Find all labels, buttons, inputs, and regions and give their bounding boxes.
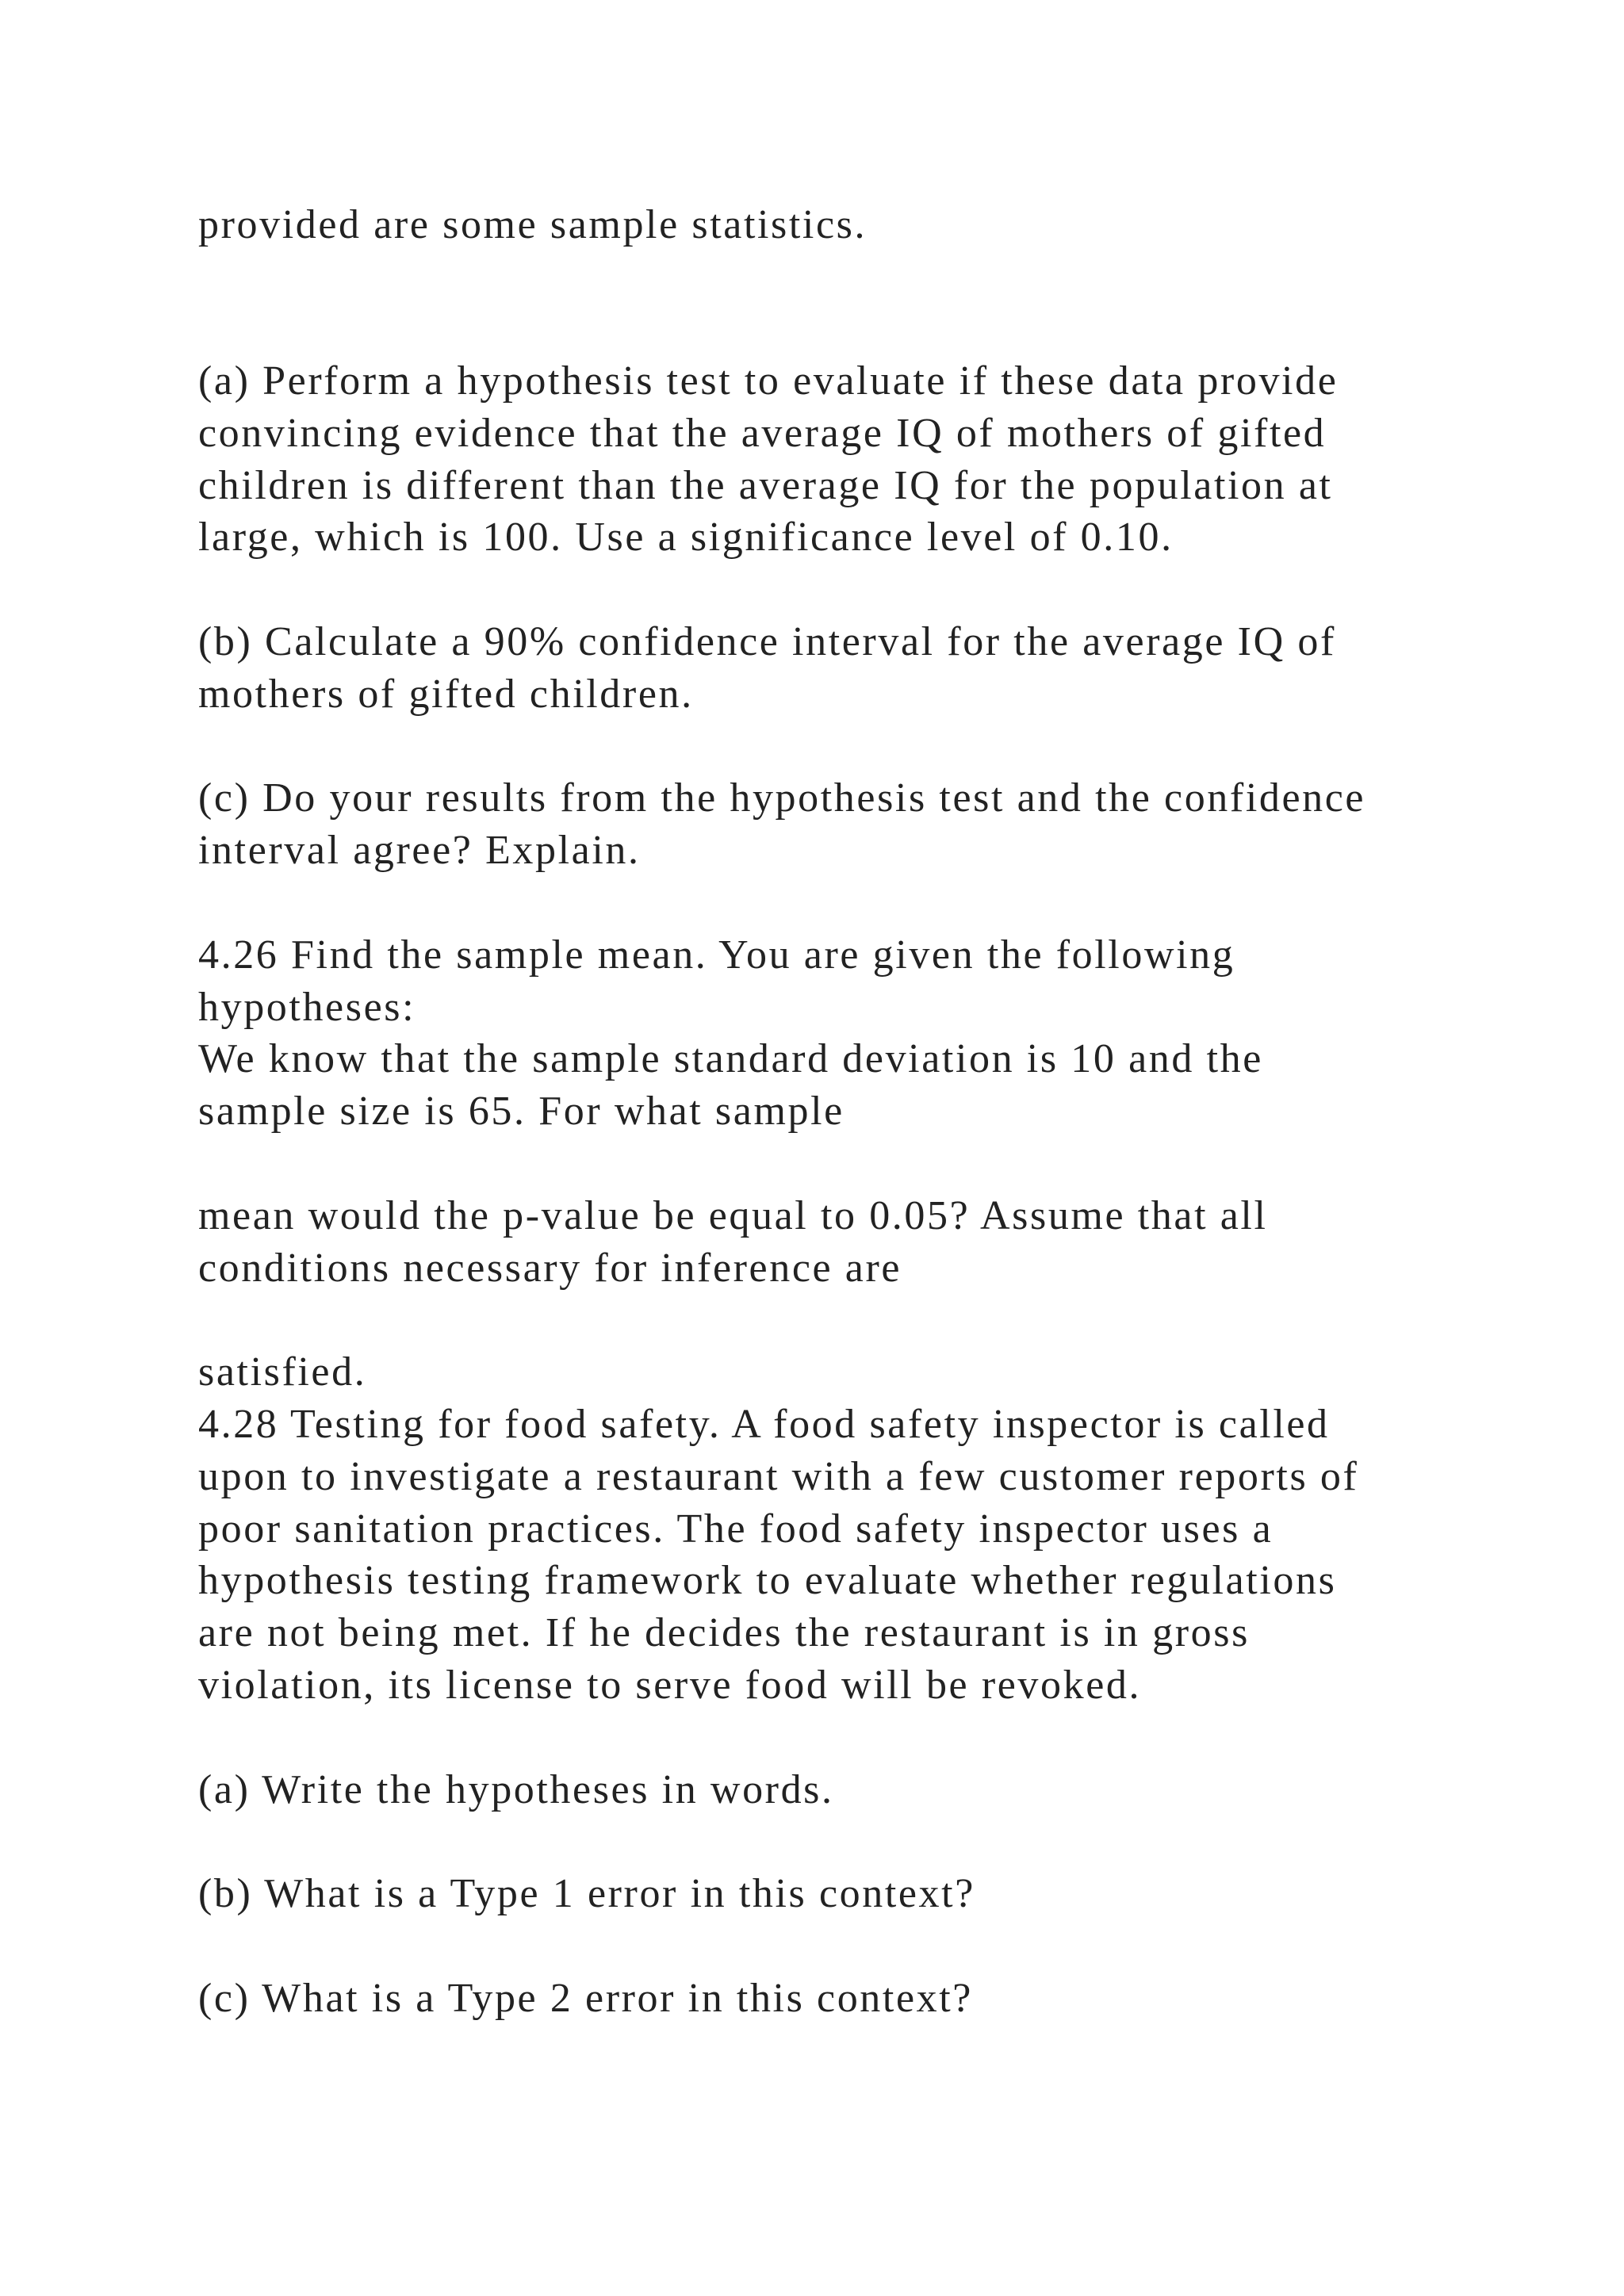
text-line: sample size is 65. For what sample (198, 1089, 845, 1134)
text-line: children is different than the average IQ for the population at (198, 463, 1333, 508)
text-line: large, which is 100. Use a significance level of 0.10. (198, 515, 1174, 560)
text-line: convincing evidence that the average IQ of mothers of gifted (198, 411, 1327, 456)
text-line: satisfied. (198, 1349, 367, 1395)
text-line: (c) Do your results from the hypothesis test and the confidence (198, 775, 1366, 821)
text-line: mean would the p-value be equal to 0.05? Assume that all (198, 1193, 1268, 1238)
text-line: provided are some sample statistics. (198, 202, 868, 247)
text-line: poor sanitation practices. The food safety inspector uses a (198, 1506, 1274, 1552)
text-line: upon to investigate a restaurant with a few customer reports of (198, 1454, 1359, 1499)
text-line: conditions necessary for inference are (198, 1246, 902, 1291)
text-line: 4.28 Testing for food safety. A food safety inspector is called (198, 1402, 1330, 1447)
text-line: hypothesis testing framework to evaluate whether regulations (198, 1558, 1337, 1603)
text-line: are not being met. If he decides the restaurant is in gross (198, 1610, 1250, 1655)
text-line: We know that the sample standard deviation is 10 and the (198, 1036, 1263, 1081)
text-line: (a) Perform a hypothesis test to evaluate if these data provide (198, 358, 1339, 404)
text-line: (c) What is a Type 2 error in this context? (198, 1976, 973, 2021)
text-line: (b) Calculate a 90% confidence interval for the average IQ of (198, 619, 1336, 664)
text-line: (b) What is a Type 1 error in this context? (198, 1871, 975, 1916)
text-line: hypotheses: (198, 985, 416, 1030)
text-line: 4.26 Find the sample mean. You are given the following (198, 932, 1235, 978)
text-line: interval agree? Explain. (198, 828, 641, 873)
text-line: mothers of gifted children. (198, 672, 694, 717)
text-line: (a) Write the hypotheses in words. (198, 1767, 834, 1812)
text-line: violation, its license to serve food will be revoked. (198, 1663, 1142, 1708)
